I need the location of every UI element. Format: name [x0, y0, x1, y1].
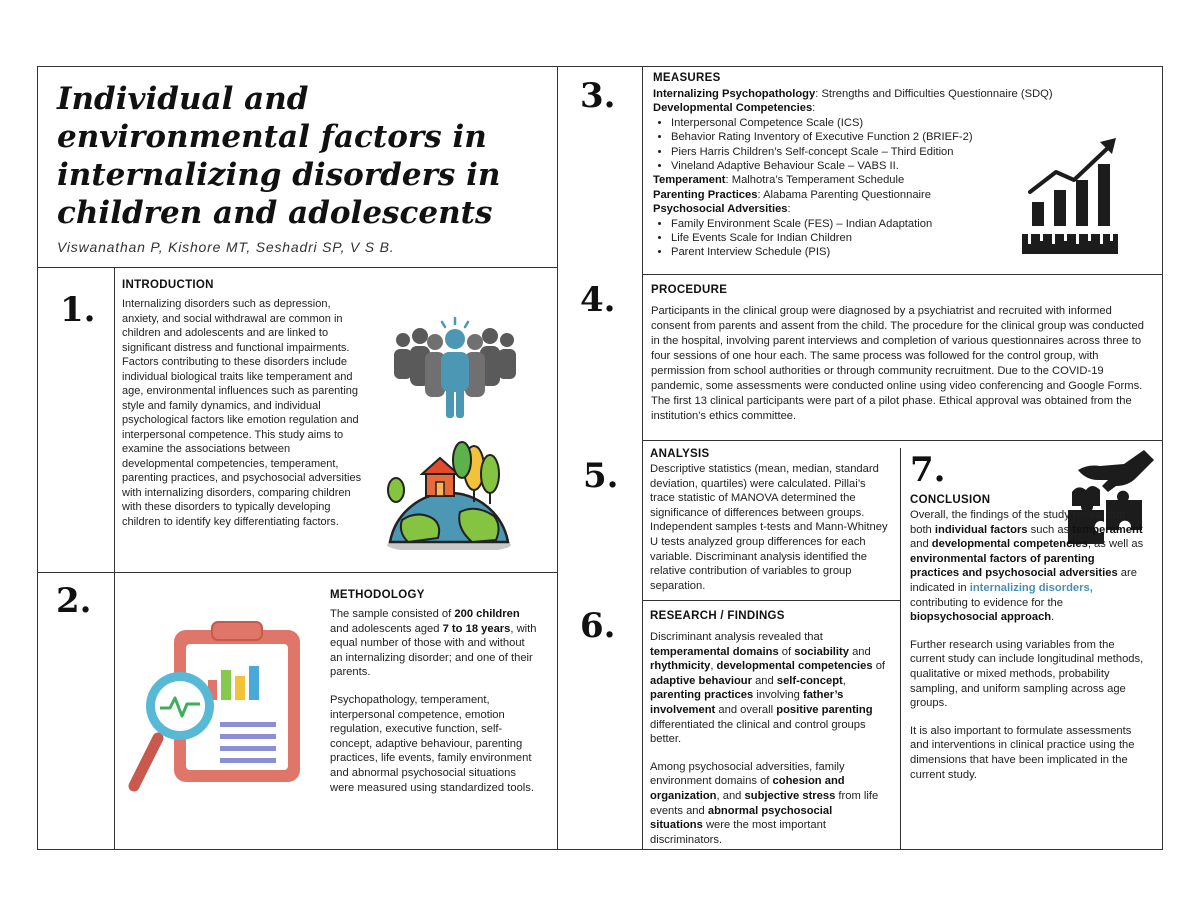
- methodology-sample-size: 200 children: [454, 608, 520, 620]
- body-text: of: [872, 660, 886, 673]
- body-text: and overall: [715, 703, 777, 716]
- body-text: Among psychosocial adversities, family environment domains of: [650, 760, 845, 788]
- methodology-body: [330, 607, 540, 795]
- emphasis-text: self-concept: [776, 674, 843, 687]
- emphasis-text: adaptive behaviour: [650, 674, 752, 687]
- body-text: contributing to evidence for the: [910, 596, 1063, 609]
- body-text: involving: [753, 689, 803, 702]
- divider-measures-bottom: [642, 274, 1163, 275]
- conclusion-body: [910, 508, 1146, 782]
- section-number-4: 4.: [580, 280, 616, 320]
- measure-label: Temperament: [653, 174, 726, 187]
- introduction-body: Internalizing disorders such as depression, anxiety, and social withdrawal are common in children and adolescents and are linked to significant distress and functional impairments. Factors contributing to these disorders include individual biological traits like temperament and age, environmental influences such as parenting style and family dynamics, and individual psychological factors like emotion regulation and interpersonal competence. This study aims to examine the associations between developmental competencies, temperament, parenting practices, and psychosocial adversities with internalizing disorders, comparing children with these disorders to typically developing children to identify key differentiating factors.: [122, 298, 362, 528]
- measure-label: Internalizing Psychopathology: [653, 88, 816, 100]
- divider-intro-bottom: [37, 572, 558, 573]
- procedure-section: [651, 284, 1151, 424]
- emphasis-text: subjective stress: [744, 789, 836, 802]
- methodology-heading: METHODOLOGY: [330, 589, 425, 601]
- section-number-5: 5.: [583, 456, 619, 496]
- emphasis-text: environmental factors of parenting practices and psychosocial adversities: [910, 552, 1118, 580]
- procedure-body: Participants in the clinical group were diagnosed by a psychiatrist and recruited with informed consent from parents and assent from the child. The procedure for the clinical group was conducted in the hospital, involving parent interviews and completion of various questionnaires across three to four sessions of one hour each. The same process was followed for the control group, with permission from school authorities or through community recruitment. Due to the COVID-19 pandemic, some assessments were conducted online using video conferencing and Google Forms. The first 13 clinical participants were part of a pilot phase. Ethical approval was obtained from the institution's ethics committee.: [651, 305, 1144, 422]
- body-text: , and: [716, 789, 745, 802]
- body-text: are indicated in: [910, 567, 1137, 594]
- findings-paragraph-1: [650, 630, 888, 747]
- introduction-heading: INTRODUCTION: [122, 279, 214, 291]
- findings-body: [650, 630, 888, 847]
- measure-value: : Alabama Parenting Questionnaire: [757, 188, 931, 201]
- list-item: • Vineland Adaptive Behaviour Scale – VABS II.: [671, 159, 1113, 173]
- procedure-heading: PROCEDURE: [651, 284, 728, 296]
- section-number-2: 2.: [56, 581, 92, 621]
- body-text: , as well as: [1087, 538, 1144, 551]
- divider-conclusion-left: [900, 448, 901, 850]
- body-text: ,: [842, 674, 846, 687]
- list-item: • Piers Harris Children’s Self-concept Scale – Third Edition: [671, 145, 1113, 159]
- emphasis-text: biopsychosocial approach: [910, 611, 1052, 624]
- methodology-text: , with equal number of those with and without an internalizing disorder; and one of their parents.: [330, 622, 537, 679]
- measure-label: Psychosocial Adversities: [653, 203, 788, 216]
- measure-label: Developmental Competencies: [653, 102, 813, 115]
- emphasis-text: temperamental domains: [650, 645, 779, 658]
- body-text: such as: [1027, 523, 1073, 536]
- methodology-age-range: 7 to 18 years: [442, 622, 511, 635]
- emphasis-text: developmental competencies: [931, 538, 1088, 551]
- body-text: were the most important discriminators.: [650, 819, 826, 846]
- emphasis-text: individual factors: [934, 523, 1028, 536]
- emphasis-text: parenting practices: [650, 689, 754, 702]
- body-text: ,: [710, 660, 717, 673]
- analysis-heading: ANALYSIS: [650, 448, 710, 460]
- body-text: from life events and: [650, 789, 879, 817]
- methodology-section: [330, 589, 540, 808]
- body-text: and: [910, 538, 932, 551]
- methodology-paragraph-2: Psychopathology, temperament, interpersonal competence, emotion regulation, executive function, self-concept, adaptive behaviour, parenting practices, life events, family environment and abnormal psychosocial situations were measured using standardized tools.: [330, 693, 534, 794]
- poster-title: Individual and environmental factors in internalizing disorders in children and adolescents: [57, 81, 501, 231]
- list-item: • Behavior Rating Inventory of Executive Function 2 (BRIEF-2): [671, 130, 1113, 144]
- conclusion-paragraph-3: It is also important to formulate assessments and interventions in clinical practice using the dimensions that have been implicated in the current study.: [910, 724, 1135, 781]
- section-number-7: 7.: [910, 450, 946, 490]
- emphasis-text: positive parenting: [776, 703, 873, 716]
- body-text: of: [778, 645, 795, 658]
- analysis-body: Descriptive statistics (mean, median, standard deviation, quartiles) were calculated. Pillai’s trace statistic of MANOVA determined the significance of differences between groups. Independent samples t-tests and Mann-Whitney U tests analyzed group differences for each variable. Discriminant analysis identified the relative contribution of variables to group separation.: [650, 463, 888, 592]
- measure-value: : Malhotra’s Temperament Schedule: [725, 174, 905, 187]
- body-text: and: [848, 645, 871, 658]
- emphasis-text: temperament: [1072, 523, 1143, 536]
- divider-center: [557, 66, 558, 850]
- body-text: Overall, the findings of the study reveal that both: [910, 509, 1126, 536]
- authors: Viswanathan P, Kishore MT, Seshadri SP, V S B.: [57, 239, 395, 255]
- body-text: Discriminant analysis revealed that: [650, 631, 823, 643]
- conclusion-paragraph-1: [910, 508, 1146, 625]
- conclusion-heading: CONCLUSION: [910, 494, 991, 506]
- emphasis-text: cohesion and organization: [650, 775, 845, 802]
- conclusion-section: [910, 494, 1146, 795]
- divider-left-numbers: [114, 267, 115, 850]
- body-text: and: [751, 674, 777, 687]
- findings-heading: RESEARCH / FINDINGS: [650, 610, 785, 622]
- emphasis-text: sociability: [794, 645, 849, 658]
- section-number-3: 3.: [580, 76, 616, 116]
- divider-procedure-bottom: [642, 440, 1163, 441]
- emphasis-text: abnormal psychosocial situations: [650, 804, 833, 832]
- emphasis-text: rhythmicity: [650, 660, 711, 673]
- findings-section: [650, 610, 888, 847]
- list-item: • Parent Interview Schedule (PIS): [671, 245, 1113, 259]
- conclusion-paragraph-2: Further research using variables from the current study can include longitudinal methods, qualitative or mixed methods, probability sampling, and uniform sampling across age groups.: [910, 638, 1144, 710]
- introduction-section: [122, 279, 362, 529]
- list-item: • Family Environment Scale (FES) – Indian Adaptation: [671, 217, 1113, 231]
- emphasis-text: internalizing disorders,: [969, 581, 1093, 594]
- earth-houses-icon: [382, 440, 516, 550]
- measures-heading: MEASURES: [653, 72, 721, 84]
- measure-value: : Strengths and Difficulties Questionnaire (SDQ): [815, 88, 1053, 100]
- measure-value: :: [787, 203, 791, 216]
- methodology-text: and adolescents aged: [330, 622, 443, 635]
- list-item: • Interpersonal Competence Scale (ICS): [671, 116, 1113, 130]
- findings-paragraph-2: [650, 760, 888, 848]
- measure-value: :: [812, 102, 816, 115]
- body-text: differentiated the clinical and control groups better.: [650, 718, 866, 746]
- section-number-1: 1.: [60, 290, 96, 330]
- methodology-text: The sample consisted of: [330, 608, 455, 620]
- clipboard-chart-icon: [124, 618, 304, 794]
- body-text: .: [1051, 611, 1055, 624]
- growth-chart-icon: [1020, 136, 1120, 258]
- divider-title-bottom: [37, 267, 558, 268]
- list-item: • Life Events Scale for Indian Children: [671, 231, 1113, 245]
- emphasis-text: developmental competencies: [716, 660, 873, 673]
- divider-analysis-bottom: [642, 600, 900, 601]
- section-number-6: 6.: [580, 606, 616, 646]
- analysis-section: [650, 448, 890, 593]
- people-group-icon: [390, 316, 520, 420]
- divider-right-numbers: [642, 66, 643, 850]
- measure-label: Parenting Practices: [653, 188, 758, 201]
- emphasis-text: father’s involvement: [650, 689, 844, 716]
